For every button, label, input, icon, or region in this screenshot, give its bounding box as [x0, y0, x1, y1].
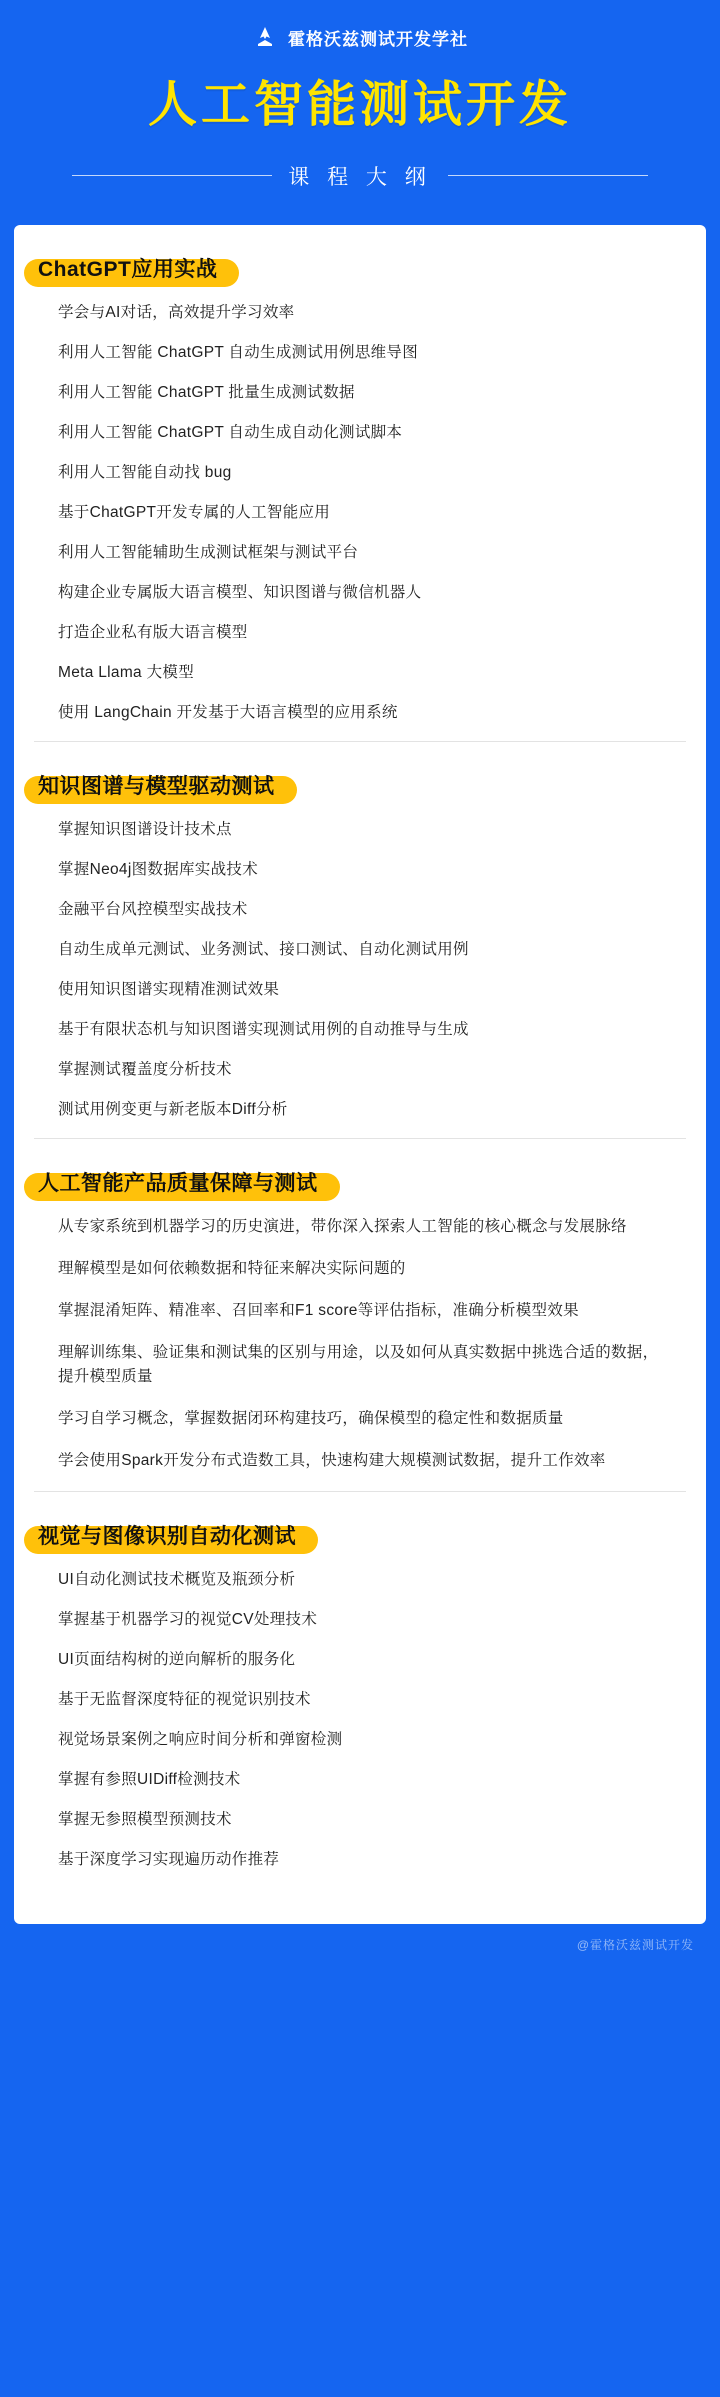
list-item: 掌握混淆矩阵、精准率、召回率和F1 score等评估指标，准确分析模型效果: [58, 1302, 579, 1320]
list-item: 基于ChatGPT开发专属的人工智能应用: [58, 503, 331, 521]
list-item: 基于有限状态机与知识图谱实现测试用例的自动推导与生成: [58, 1021, 469, 1039]
list-item: 基于深度学习实现遍历动作推荐: [58, 1851, 280, 1869]
list-item: 基于无监督深度特征的视觉识别技术: [58, 1691, 311, 1709]
list-item: 掌握基于机器学习的视觉CV处理技术: [58, 1611, 318, 1629]
list-item: 理解训练集、验证集和测试集的区别与用途，以及如何从真实数据中挑选合适的数据，提升模型质量: [58, 1344, 659, 1386]
watermark: @霍格沃兹测试开发: [576, 1938, 694, 1953]
rule-left: [72, 175, 272, 176]
list-item: 使用 LangChain 开发基于大语言模型的应用系统: [58, 703, 398, 721]
list-item: 掌握Neo4j图数据库实战技术: [58, 860, 258, 878]
list-item: 利用人工智能 ChatGPT 自动生成测试用例思维导图: [58, 343, 419, 361]
section-visual-testing: [14, 1502, 706, 1898]
list-item: UI页面结构树的逆向解析的服务化: [58, 1651, 296, 1669]
section-knowledge-graph: [14, 752, 706, 1149]
list-item: 利用人工智能自动找 bug: [58, 463, 232, 481]
section-title: 人工智能产品质量保障与测试: [38, 1172, 318, 1196]
list-item: 利用人工智能辅助生成测试框架与测试平台: [58, 543, 359, 561]
section-header: [30, 1518, 306, 1552]
list-item: 学会与AI对话，高效提升学习效率: [58, 303, 295, 321]
title-block: [0, 56, 720, 191]
section-header: [30, 251, 227, 285]
section-header: [30, 1165, 328, 1199]
list-item: 构建企业专属版大语言模型、知识图谱与微信机器人: [58, 583, 422, 601]
list-item: 掌握知识图谱设计技术点: [58, 820, 232, 838]
section-divider: [34, 1491, 686, 1492]
section-ai-quality: [14, 1149, 706, 1502]
section-chatgpt: [14, 235, 706, 752]
section-divider: [34, 1138, 686, 1139]
subtitle-row: [0, 161, 720, 191]
mountain-logo-icon: [252, 24, 278, 50]
section-divider: [34, 741, 686, 742]
section-header: [30, 768, 285, 802]
page-subtitle: 课 程 大 纲: [288, 165, 432, 189]
section-title: 视觉与图像识别自动化测试: [38, 1525, 296, 1549]
brand-name: 霍格沃兹测试开发学社: [288, 29, 468, 49]
section-items: [14, 301, 706, 725]
list-item: 利用人工智能 ChatGPT 批量生成测试数据: [58, 383, 355, 401]
page-title: 人工智能测试开发: [147, 78, 572, 132]
list-item: 从专家系统到机器学习的历史演进，带你深入探索人工智能的核心概念与发展脉络: [58, 1218, 627, 1236]
section-items: [14, 818, 706, 1122]
section-items: [14, 1568, 706, 1872]
list-item: 理解模型是如何依赖数据和特征来解决实际问题的: [58, 1260, 406, 1278]
section-title: 知识图谱与模型驱动测试: [38, 774, 275, 798]
list-item: 打造企业私有版大语言模型: [58, 623, 248, 641]
list-item: Meta Llama 大模型: [58, 663, 194, 681]
list-item: 掌握有参照UIDiff检测技术: [58, 1771, 241, 1789]
list-item: 自动生成单元测试、业务测试、接口测试、自动化测试用例: [58, 941, 469, 959]
list-item: 视觉场景案例之响应时间分析和弹窗检测: [58, 1731, 343, 1749]
list-item: 利用人工智能 ChatGPT 自动生成自动化测试脚本: [58, 423, 403, 441]
section-items: [14, 1215, 706, 1473]
list-item: 掌握无参照模型预测技术: [58, 1811, 232, 1829]
list-item: 金融平台风控模型实战技术: [58, 901, 248, 918]
list-item: 学习自学习概念，掌握数据闭环构建技巧，确保模型的稳定性和数据质量: [58, 1410, 564, 1428]
brand-header: [0, 0, 720, 56]
section-title: ChatGPT应用实战: [38, 257, 218, 281]
list-item: 测试用例变更与新老版本Diff分析: [58, 1101, 288, 1119]
list-item: UI自动化测试技术概览及瓶颈分析: [58, 1571, 296, 1589]
list-item: 掌握测试覆盖度分析技术: [58, 1061, 232, 1079]
list-item: 使用知识图谱实现精准测试效果: [58, 981, 280, 999]
list-item: 学会使用Spark开发分布式造数工具，快速构建大规模测试数据，提升工作效率: [58, 1452, 606, 1470]
outline-card: [14, 225, 706, 1925]
rule-right: [448, 175, 648, 176]
